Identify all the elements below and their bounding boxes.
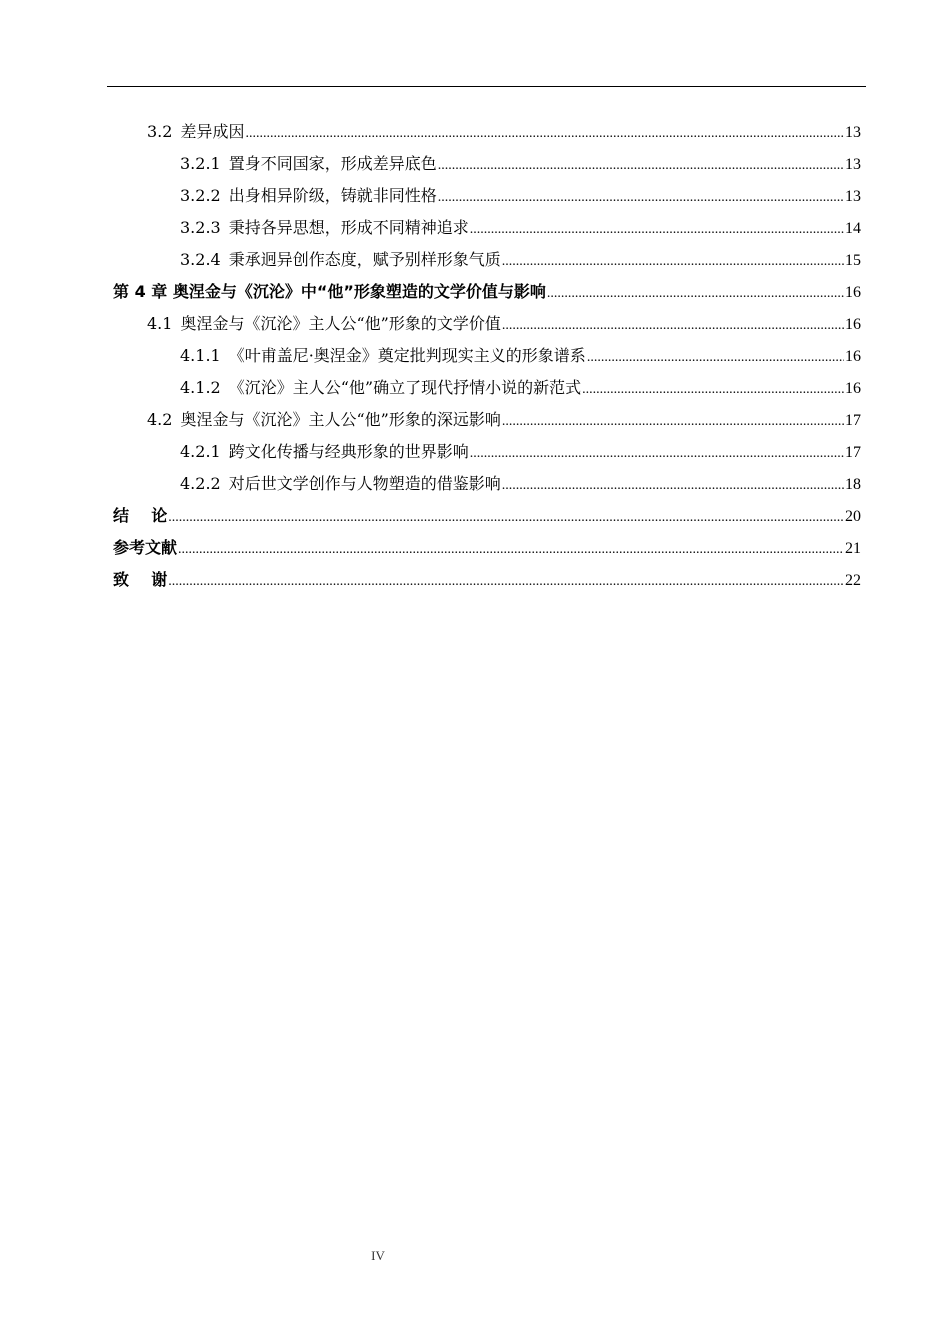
toc-entry-page: 17 — [845, 444, 861, 461]
toc-entry-number: 3.2.2 — [180, 186, 221, 205]
toc-entry-title: 结 论 — [113, 506, 168, 525]
toc-dot-leader — [582, 372, 844, 406]
toc-entry-title: 奥涅金与《沉沦》主人公“他”形象的文学价值 — [180, 314, 501, 333]
toc-entry-4-2-1[interactable] — [113, 436, 861, 468]
toc-entry-page: 15 — [845, 252, 861, 269]
toc-dot-leader — [502, 244, 844, 278]
toc-entry-number: 4.1.1 — [180, 346, 221, 365]
toc-entry-title: 《沉沦》主人公“他”确立了现代抒情小说的新范式 — [228, 378, 582, 397]
toc-dot-leader — [547, 276, 844, 310]
toc-entry-title: 差异成因 — [180, 122, 245, 141]
toc-entry-title: 奥涅金与《沉沦》主人公“他”形象的深远影响 — [180, 410, 501, 429]
toc-entry-page: 17 — [845, 412, 861, 429]
toc-dot-leader — [587, 340, 844, 374]
toc-entry-title: 置身不同国家，形成差异底色 — [228, 154, 437, 173]
table-of-contents — [113, 116, 861, 596]
toc-entry-3-2[interactable] — [113, 116, 861, 148]
toc-entry-number: 4.1 — [147, 314, 173, 333]
toc-entry-title: 秉持各异思想，形成不同精神追求 — [228, 218, 469, 237]
toc-entry-title: 出身相异阶级，铸就非同性格 — [228, 186, 437, 205]
toc-dot-leader — [178, 532, 844, 566]
toc-entry-number: 3.2 — [147, 122, 173, 141]
toc-entry-page: 16 — [845, 380, 861, 397]
toc-entry-3-2-3[interactable] — [113, 212, 861, 244]
toc-entry-number: 4.2.2 — [180, 474, 221, 493]
header-rule — [107, 86, 866, 87]
toc-entry-title: 对后世文学创作与人物塑造的借鉴影响 — [228, 474, 501, 493]
toc-entry-number: 4.1.2 — [180, 378, 221, 397]
toc-entry-page: 16 — [845, 316, 861, 333]
toc-entry-number: 3.2.4 — [180, 250, 221, 269]
toc-dot-leader — [502, 404, 844, 438]
toc-entry-acknowledgements[interactable] — [113, 564, 861, 596]
toc-entry-page: 22 — [845, 572, 861, 589]
toc-entry-title: 致 谢 — [113, 570, 168, 589]
toc-dot-leader — [168, 500, 844, 534]
toc-entry-4-1[interactable] — [113, 308, 861, 340]
toc-entry-conclusion[interactable] — [113, 500, 861, 532]
toc-dot-leader — [245, 116, 844, 150]
toc-entry-page: 18 — [845, 476, 861, 493]
toc-entry-title: 《叶甫盖尼·奥涅金》奠定批判现实主义的形象谱系 — [228, 346, 586, 365]
toc-dot-leader — [438, 148, 844, 182]
toc-entry-page: 16 — [845, 348, 861, 365]
toc-entry-number: 3.2.1 — [180, 154, 221, 173]
toc-entry-chapter-4[interactable] — [113, 276, 861, 308]
toc-entry-title: 第 4 章 奥涅金与《沉沦》中“他”形象塑造的文学价值与影响 — [113, 282, 546, 301]
toc-entry-page: 14 — [845, 220, 861, 237]
toc-entry-3-2-4[interactable] — [113, 244, 861, 276]
toc-dot-leader — [470, 212, 844, 246]
toc-entry-4-2[interactable] — [113, 404, 861, 436]
page-number: IV — [371, 1248, 385, 1263]
toc-entry-3-2-2[interactable] — [113, 180, 861, 212]
toc-entry-number: 4.2.1 — [180, 442, 221, 461]
toc-dot-leader — [470, 436, 844, 470]
toc-entry-4-1-1[interactable] — [113, 340, 861, 372]
toc-entry-page: 21 — [845, 540, 861, 557]
toc-entry-page: 20 — [845, 508, 861, 525]
toc-entry-page: 13 — [845, 156, 861, 173]
toc-dot-leader — [502, 308, 844, 342]
toc-entry-title: 秉承迥异创作态度，赋予别样形象气质 — [228, 250, 501, 269]
toc-entry-references[interactable] — [113, 532, 861, 564]
toc-entry-page: 13 — [845, 124, 861, 141]
toc-entry-4-2-2[interactable] — [113, 468, 861, 500]
toc-dot-leader — [438, 180, 844, 214]
toc-entry-title: 参考文献 — [113, 538, 178, 557]
toc-entry-title: 跨文化传播与经典形象的世界影响 — [228, 442, 469, 461]
toc-dot-leader — [502, 468, 844, 502]
toc-entry-number: 4.2 — [147, 410, 173, 429]
toc-dot-leader — [168, 564, 844, 598]
toc-entry-3-2-1[interactable] — [113, 148, 861, 180]
toc-entry-4-1-2[interactable] — [113, 372, 861, 404]
toc-entry-number: 3.2.3 — [180, 218, 221, 237]
toc-entry-page: 16 — [845, 284, 861, 301]
toc-entry-page: 13 — [845, 188, 861, 205]
